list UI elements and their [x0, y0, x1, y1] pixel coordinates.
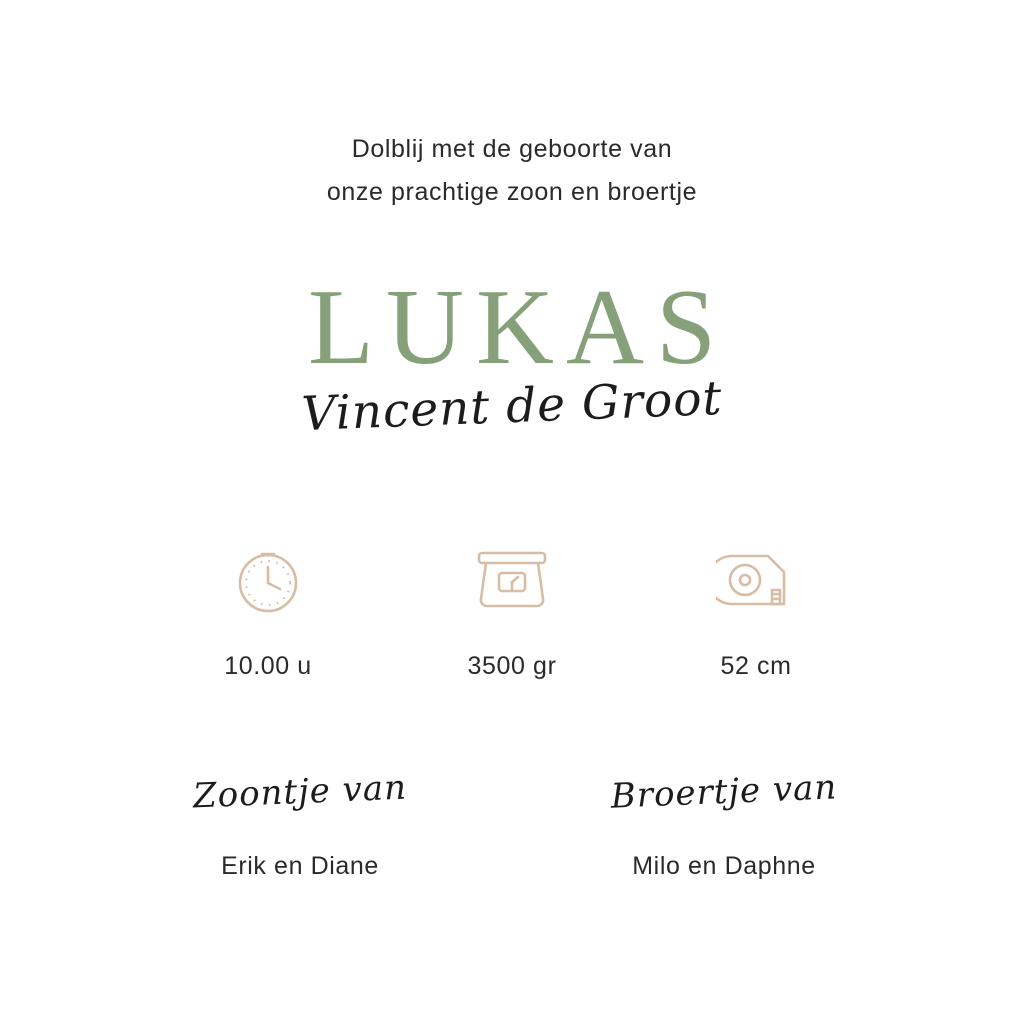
stat-length	[656, 536, 856, 681]
birth-stats	[168, 536, 856, 681]
relation-parents	[120, 768, 480, 881]
first-name: LUKAS	[307, 268, 729, 387]
middle-names: Vincent de Groot	[300, 370, 724, 443]
stat-length-value: 52 cm	[720, 652, 792, 680]
intro-text	[0, 128, 1024, 214]
stat-time-value: 10.00 u	[224, 652, 312, 680]
relations-section	[120, 768, 904, 881]
relation-siblings	[544, 768, 904, 881]
stat-time	[168, 536, 368, 681]
stat-weight	[412, 536, 612, 681]
scale-icon	[412, 536, 612, 628]
baby-name-block	[0, 268, 1024, 443]
relation-siblings-label: Broertje van	[609, 767, 839, 817]
clock-icon	[168, 536, 368, 628]
relation-parents-label: Zoontje van	[192, 767, 408, 817]
relation-siblings-names: Milo en Daphne	[632, 852, 816, 880]
stat-weight-value: 3500 gr	[467, 652, 557, 680]
relation-parents-names: Erik en Diane	[221, 852, 379, 880]
intro-line-2: onze prachtige zoon en broertje	[326, 178, 698, 206]
intro-line-1: Dolblij met de geboorte van	[351, 135, 673, 163]
measuring-tape-icon	[656, 536, 856, 628]
